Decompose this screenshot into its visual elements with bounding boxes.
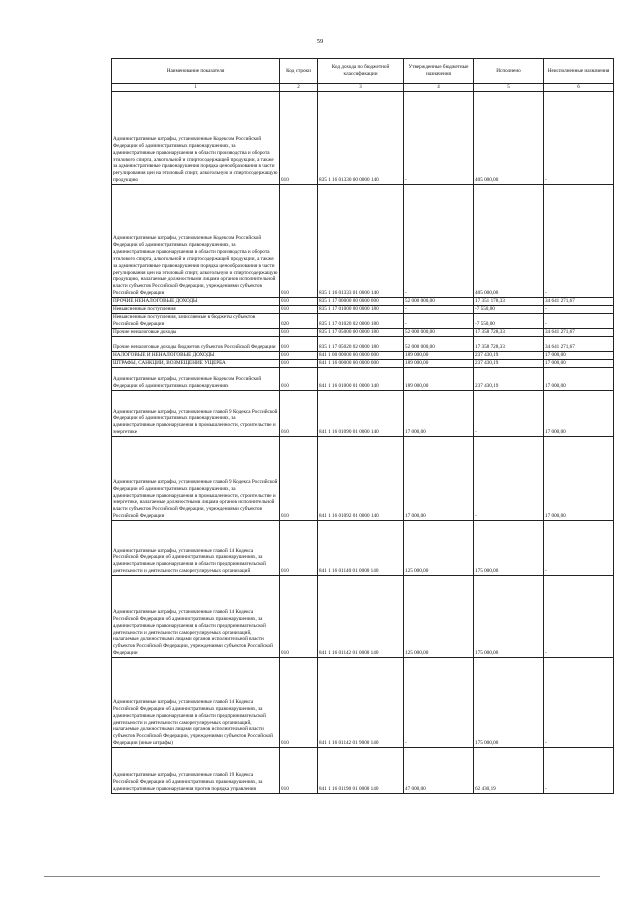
row-executed: 17 358 728,33 xyxy=(474,329,544,337)
column-number-row xyxy=(112,84,614,92)
row-line-code: 010 xyxy=(280,337,318,352)
row-revenue-code: 835 1 17 01020 02 0000 180 xyxy=(318,314,404,329)
row-line-code: 010 xyxy=(280,391,318,437)
row-name: Невыясненные поступления, зачисляемые в бюджеты субъектов Российской Федерации xyxy=(112,314,280,329)
row-line-code: 010 xyxy=(280,521,318,576)
row-line-code: 010 xyxy=(280,329,318,337)
row-executed: 175 000,00 xyxy=(474,521,544,576)
row-executed: 405 000,00 xyxy=(474,92,544,185)
row-remaining: - xyxy=(544,748,614,794)
row-revenue-code: 841 1 16 01140 01 0000 140 xyxy=(318,521,404,576)
row-approved: 52 000 000,00 xyxy=(404,329,474,337)
row-approved: 189 000,00 xyxy=(404,368,474,391)
row-executed: 175 000,00 xyxy=(474,658,544,748)
row-remaining: - xyxy=(544,314,614,329)
page-number: 59 xyxy=(316,38,324,45)
table-row xyxy=(112,521,614,576)
row-approved: 17 000,00 xyxy=(404,437,474,521)
row-revenue-code: 841 1 16 01090 01 0000 140 xyxy=(318,391,404,437)
header-approved: Утвержденные бюджетные назначения xyxy=(404,59,474,84)
row-revenue-code: 835 1 16 01330 00 0000 140 xyxy=(318,92,404,185)
row-approved: - xyxy=(404,306,474,314)
row-revenue-code: 841 1 16 01142 01 0000 140 xyxy=(318,576,404,658)
row-revenue-code: 841 1 16 01000 01 0000 140 xyxy=(318,368,404,391)
row-remaining: - xyxy=(544,306,614,314)
row-name: Прочие неналоговые доходы xyxy=(112,329,280,337)
row-remaining: 17 000,00 xyxy=(544,352,614,360)
revenue-table xyxy=(111,58,614,794)
row-name: Административные штрафы, установленные Кодексом Российской Федерации об административных правонарушениях xyxy=(112,368,280,391)
row-executed: 62 430,19 xyxy=(474,748,544,794)
row-remaining: - xyxy=(544,576,614,658)
row-revenue-code: 835 1 17 05020 02 0000 180 xyxy=(318,337,404,352)
table-row xyxy=(112,391,614,437)
row-executed: 17 351 178,33 xyxy=(474,298,544,306)
row-revenue-code: 841 1 00 00000 00 0000 000 xyxy=(318,352,404,360)
row-revenue-code: 841 1 16 01142 01 9000 140 xyxy=(318,658,404,748)
header-executed: Исполнено xyxy=(474,59,544,84)
table-row xyxy=(112,92,614,185)
row-line-code: 010 xyxy=(280,298,318,306)
table-row xyxy=(112,576,614,658)
table-row xyxy=(112,329,614,337)
row-remaining: 34 641 271,67 xyxy=(544,298,614,306)
row-approved: 125 000,00 xyxy=(404,521,474,576)
row-line-code: 010 xyxy=(280,306,318,314)
row-name: Административные штрафы, установленные главой 14 Кодекса Российской Федерации об административных правонарушениях, за административные правонарушения в области предпринимательской деятельности и деятельности саморегулируемых организаций xyxy=(112,521,280,576)
row-revenue-code: 835 1 16 01333 01 0000 140 xyxy=(318,185,404,298)
column-number: 5 xyxy=(474,84,544,92)
column-number: 1 xyxy=(112,84,280,92)
row-approved: 47 000,00 xyxy=(404,748,474,794)
row-approved: 189 000,00 xyxy=(404,352,474,360)
row-name: Административные штрафы, установленные главой 14 Кодекса Российской Федерации об административных правонарушениях, за административные правонарушения в области предпринимательской деятельности и деятельности саморегулируемых организаций, налагаемые должностными лицами органов исполнительной власти субъектов Российской Федерации, учреждениями субъектов Российской Федерации (иные штрафы) xyxy=(112,658,280,748)
table-row xyxy=(112,352,614,360)
row-line-code: 010 xyxy=(280,748,318,794)
row-executed: 237 430,19 xyxy=(474,368,544,391)
table-row xyxy=(112,314,614,329)
row-approved: - xyxy=(404,314,474,329)
row-executed: 237 430,19 xyxy=(474,360,544,368)
row-line-code: 020 xyxy=(280,314,318,329)
row-name: Административные штрафы, установленные Кодексом Российской Федерации об административных правонарушениях, за административные правонарушения в области производства и оборота этилового спирта, алкогольной и спиртосодержащей продукции, а также за административные правонарушения порядка ценообразования в части регулирования цен на этиловый спирт, алкогольную и спиртосодержащую продукцию, налагаемые должностными лицами органов исполнительной власти субъектов Российской Федерации, учреждениями субъектов Российской Федерации xyxy=(112,185,280,298)
table-row xyxy=(112,748,614,794)
table-row xyxy=(112,337,614,352)
row-name: Административные штрафы, установленные Кодексом Российской Федерации об административных правонарушениях, за административные правонарушения в области производства и оборота этилового спирта, алкогольной и спиртосодержащей продукции, а также за административные правонарушения порядка ценообразования в части регулирования цен на этиловый спирт, алкогольную и спиртосодержащую продукцию xyxy=(112,92,280,185)
row-executed: -7 550,00 xyxy=(474,314,544,329)
row-remaining: - xyxy=(544,92,614,185)
row-approved: 125 000,00 xyxy=(404,576,474,658)
table-row xyxy=(112,306,614,314)
header-revenue-code: Код дохода по бюджетной классификации xyxy=(318,59,404,84)
row-remaining: 17 000,00 xyxy=(544,437,614,521)
row-executed: 175 000,00 xyxy=(474,576,544,658)
row-revenue-code: 841 1 16 01190 01 0000 140 xyxy=(318,748,404,794)
row-revenue-code: 835 1 17 05000 00 0000 180 xyxy=(318,329,404,337)
row-revenue-code: 835 1 17 01000 00 0000 180 xyxy=(318,306,404,314)
row-approved: - xyxy=(404,185,474,298)
row-approved: - xyxy=(404,658,474,748)
row-name: Невыясненные поступления xyxy=(112,306,280,314)
row-approved: 52 000 000,00 xyxy=(404,337,474,352)
row-line-code: 010 xyxy=(280,360,318,368)
row-name: Административные штрафы, установленные главой 19 Кодекса Российской Федерации об административных правонарушениях, за административные правонарушения против порядка управления xyxy=(112,748,280,794)
row-executed: 17 358 728,33 xyxy=(474,337,544,352)
table-row xyxy=(112,298,614,306)
table-row xyxy=(112,437,614,521)
row-remaining: - xyxy=(544,185,614,298)
row-line-code: 010 xyxy=(280,437,318,521)
table-row xyxy=(112,360,614,368)
row-line-code: 010 xyxy=(280,352,318,360)
column-number: 6 xyxy=(544,84,614,92)
header-remaining: Неисполненные назначения xyxy=(544,59,614,84)
row-line-code: 010 xyxy=(280,368,318,391)
row-remaining: 17 000,00 xyxy=(544,391,614,437)
row-name: Прочие неналоговые доходы бюджетов субъектов Российской Федерации xyxy=(112,337,280,352)
row-remaining: - xyxy=(544,521,614,576)
row-name: Административные штрафы, установленные главой 9 Кодекса Российской Федерации об административных правонарушениях, за административные правонарушения в промышленности, строительстве и энергетике, налагаемые должностными лицами органов исполнительной власти субъектов Российской Федерации, учреждениями субъектов Российской Федерации xyxy=(112,437,280,521)
row-executed: 237 430,19 xyxy=(474,352,544,360)
row-line-code: 010 xyxy=(280,576,318,658)
table-row xyxy=(112,185,614,298)
column-number: 3 xyxy=(318,84,404,92)
row-approved: 189 000,00 xyxy=(404,360,474,368)
row-line-code: 010 xyxy=(280,658,318,748)
row-name: ШТРАФЫ, САНКЦИИ, ВОЗМЕЩЕНИЕ УЩЕРБА xyxy=(112,360,280,368)
row-name: НАЛОГОВЫЕ И НЕНАЛОГОВЫЕ ДОХОДЫ xyxy=(112,352,280,360)
row-name: Административные штрафы, установленные главой 14 Кодекса Российской Федерации об административных правонарушениях, за административные правонарушения в области предпринимательской деятельности и деятельности саморегулируемых организаций, налагаемые должностными лицами органов исполнительной власти субъектов Российской Федерации, учреждениями субъектов Российской Федерации xyxy=(112,576,280,658)
row-executed: - xyxy=(474,437,544,521)
row-executed: - xyxy=(474,391,544,437)
row-revenue-code: 841 1 16 01092 01 0000 140 xyxy=(318,437,404,521)
header-indicator-name: Наименование показателя xyxy=(112,59,280,84)
header-line-code: Код строки xyxy=(280,59,318,84)
column-number: 4 xyxy=(404,84,474,92)
row-line-code: 010 xyxy=(280,185,318,298)
table-row xyxy=(112,658,614,748)
row-executed: 405 000,00 xyxy=(474,185,544,298)
row-line-code: 010 xyxy=(280,92,318,185)
table-header-row xyxy=(112,59,614,84)
row-approved: - xyxy=(404,92,474,185)
row-name: ПРОЧИЕ НЕНАЛОГОВЫЕ ДОХОДЫ xyxy=(112,298,280,306)
row-approved: 17 000,00 xyxy=(404,391,474,437)
table-row xyxy=(112,368,614,391)
row-approved: 52 000 000,00 xyxy=(404,298,474,306)
row-remaining: 34 641 271,67 xyxy=(544,329,614,337)
row-revenue-code: 841 1 16 00000 00 0000 000 xyxy=(318,360,404,368)
row-executed: -7 550,00 xyxy=(474,306,544,314)
row-remaining: 17 000,00 xyxy=(544,360,614,368)
row-remaining: 17 000,00 xyxy=(544,368,614,391)
column-number: 2 xyxy=(280,84,318,92)
page-bottom-divider xyxy=(44,876,600,877)
row-remaining: 34 641 271,67 xyxy=(544,337,614,352)
row-revenue-code: 835 1 17 00000 00 0000 000 xyxy=(318,298,404,306)
row-name: Административные штрафы, установленные главой 9 Кодекса Российской Федерации об административных правонарушениях, за административные правонарушения в промышленности, строительстве и энергетике xyxy=(112,391,280,437)
row-remaining: - xyxy=(544,658,614,748)
